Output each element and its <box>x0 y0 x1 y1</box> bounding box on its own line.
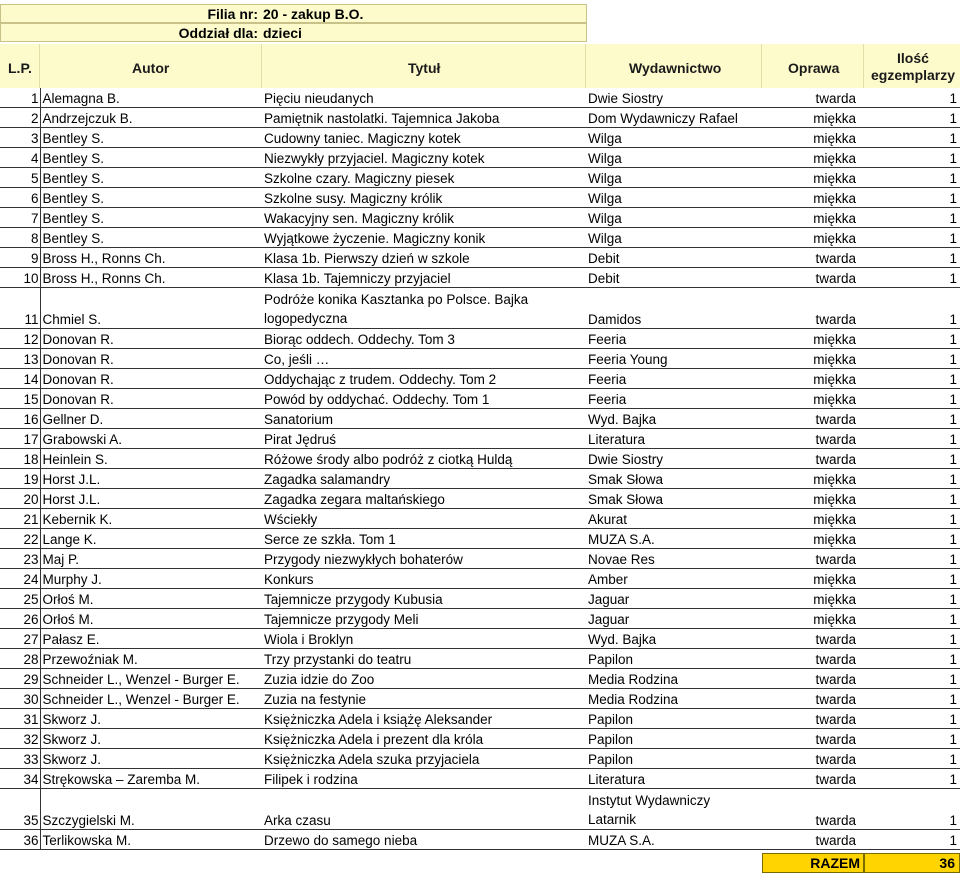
author-cell: Bentley S. <box>40 128 262 148</box>
quantity-cell: 1 <box>864 288 960 329</box>
publisher-cell: Dom Wydawniczy Rafael <box>586 108 762 128</box>
binding-cell: twarda <box>762 268 864 288</box>
row-number: 26 <box>0 609 40 629</box>
binding-cell: twarda <box>762 830 864 850</box>
publisher-cell: Smak Słowa <box>586 469 762 489</box>
table-row <box>0 228 960 248</box>
quantity-cell: 1 <box>864 449 960 469</box>
table-row <box>0 669 960 689</box>
quantity-cell: 1 <box>864 469 960 489</box>
table-row <box>0 168 960 188</box>
quantity-cell: 1 <box>864 649 960 669</box>
row-number: 24 <box>0 569 40 589</box>
title-cell: Przygody niezwykłych bohaterów <box>262 549 586 569</box>
row-number: 6 <box>0 188 40 208</box>
author-cell: Lange K. <box>40 529 262 549</box>
publisher-cell: Wilga <box>586 168 762 188</box>
author-cell: Bentley S. <box>40 228 262 248</box>
quantity-cell: 1 <box>864 509 960 529</box>
title-cell: Arka czasu <box>262 789 586 830</box>
quantity-cell: 1 <box>864 108 960 128</box>
title-cell: Zagadka zegara maltańskiego <box>262 489 586 509</box>
table-row <box>0 769 960 789</box>
row-number: 36 <box>0 830 40 850</box>
binding-cell: twarda <box>762 409 864 429</box>
publisher-cell: Feeria Young <box>586 349 762 369</box>
quantity-cell: 1 <box>864 669 960 689</box>
publisher-cell: Amber <box>586 569 762 589</box>
author-cell: Bross H., Ronns Ch. <box>40 268 262 288</box>
quantity-cell: 1 <box>864 389 960 409</box>
author-cell: Bentley S. <box>40 208 262 228</box>
binding-cell: miękka <box>762 108 864 128</box>
binding-cell: twarda <box>762 649 864 669</box>
row-number: 9 <box>0 248 40 268</box>
publisher-cell: Feeria <box>586 369 762 389</box>
row-number: 34 <box>0 769 40 789</box>
total-value: 36 <box>939 855 955 871</box>
quantity-cell: 1 <box>864 709 960 729</box>
quantity-cell: 1 <box>864 609 960 629</box>
quantity-cell: 1 <box>864 549 960 569</box>
quantity-cell: 1 <box>864 128 960 148</box>
quantity-cell: 1 <box>864 268 960 288</box>
publisher-cell: Dwie Siostry <box>586 88 762 108</box>
oddzial-header <box>0 23 587 42</box>
author-cell: Andrzejczuk B. <box>40 108 262 128</box>
table-row <box>0 649 960 669</box>
author-cell: Donovan R. <box>40 369 262 389</box>
table-row <box>0 188 960 208</box>
table-row <box>0 529 960 549</box>
author-cell: Skworz J. <box>40 749 262 769</box>
table-row <box>0 830 960 850</box>
publisher-cell: Wilga <box>586 148 762 168</box>
title-cell: Wyjątkowe życzenie. Magiczny konik <box>262 228 586 248</box>
row-number: 33 <box>0 749 40 769</box>
binding-cell: twarda <box>762 248 864 268</box>
quantity-cell: 1 <box>864 208 960 228</box>
row-number: 3 <box>0 128 40 148</box>
publisher-cell: Wilga <box>586 188 762 208</box>
author-cell: Alemagna B. <box>40 88 262 108</box>
publisher-cell: Wyd. Bajka <box>586 629 762 649</box>
publisher-cell: Jaguar <box>586 609 762 629</box>
publisher-cell: Feeria <box>586 389 762 409</box>
quantity-cell: 1 <box>864 749 960 769</box>
row-number: 20 <box>0 489 40 509</box>
binding-cell: miękka <box>762 609 864 629</box>
publisher-cell: Wilga <box>586 208 762 228</box>
title-cell: Klasa 1b. Pierwszy dzień w szkole <box>262 248 586 268</box>
row-number: 1 <box>0 88 40 108</box>
publisher-cell: Papilon <box>586 709 762 729</box>
binding-cell: miękka <box>762 148 864 168</box>
filia-header <box>0 4 587 23</box>
row-number: 5 <box>0 168 40 188</box>
table-row <box>0 629 960 649</box>
column-header-oprawa: Oprawa <box>762 44 864 88</box>
title-cell: Konkurs <box>262 569 586 589</box>
row-number: 25 <box>0 589 40 609</box>
author-cell: Schneider L., Wenzel - Burger E. <box>40 689 262 709</box>
title-cell: Cudowny taniec. Magiczny kotek <box>262 128 586 148</box>
row-number: 13 <box>0 349 40 369</box>
binding-cell: twarda <box>762 449 864 469</box>
binding-cell: twarda <box>762 549 864 569</box>
row-number: 14 <box>0 369 40 389</box>
publisher-cell: Novae Res <box>586 549 762 569</box>
title-cell: Filipek i rodzina <box>262 769 586 789</box>
author-cell: Schneider L., Wenzel - Burger E. <box>40 669 262 689</box>
title-cell: Wiola i Broklyn <box>262 629 586 649</box>
title-cell: Księżniczka Adela i prezent dla króla <box>262 729 586 749</box>
quantity-cell: 1 <box>864 88 960 108</box>
row-number: 2 <box>0 108 40 128</box>
author-cell: Bross H., Ronns Ch. <box>40 248 262 268</box>
table-row <box>0 148 960 168</box>
publisher-cell: Smak Słowa <box>586 489 762 509</box>
filia-value: 20 - zakup B.O. <box>263 6 364 22</box>
binding-cell: miękka <box>762 529 864 549</box>
binding-cell: miękka <box>762 329 864 349</box>
publisher-cell: Papilon <box>586 749 762 769</box>
quantity-cell: 1 <box>864 329 960 349</box>
author-cell: Bentley S. <box>40 168 262 188</box>
binding-cell: miękka <box>762 208 864 228</box>
quantity-cell: 1 <box>864 789 960 830</box>
binding-cell: twarda <box>762 429 864 449</box>
binding-cell: miękka <box>762 489 864 509</box>
quantity-cell: 1 <box>864 349 960 369</box>
publisher-cell: Damidos <box>586 288 762 329</box>
table-row <box>0 389 960 409</box>
publisher-cell: Jaguar <box>586 589 762 609</box>
author-cell: Donovan R. <box>40 349 262 369</box>
publisher-cell: Papilon <box>586 729 762 749</box>
row-number: 16 <box>0 409 40 429</box>
table-row <box>0 288 960 329</box>
row-number: 15 <box>0 389 40 409</box>
table-row <box>0 729 960 749</box>
publisher-cell: Wyd. Bajka <box>586 409 762 429</box>
author-cell: Chmiel S. <box>40 288 262 329</box>
publisher-cell: Debit <box>586 248 762 268</box>
title-cell: Tajemnicze przygody Meli <box>262 609 586 629</box>
quantity-cell: 1 <box>864 589 960 609</box>
quantity-cell: 1 <box>864 830 960 850</box>
author-cell: Kebernik K. <box>40 509 262 529</box>
author-cell: Strękowska – Zaremba M. <box>40 769 262 789</box>
binding-cell: miękka <box>762 389 864 409</box>
publisher-cell: MUZA S.A. <box>586 830 762 850</box>
table-row <box>0 329 960 349</box>
author-cell: Terlikowska M. <box>40 830 262 850</box>
title-cell: Sanatorium <box>262 409 586 429</box>
quantity-cell: 1 <box>864 729 960 749</box>
table-row <box>0 489 960 509</box>
row-number: 10 <box>0 268 40 288</box>
row-number: 29 <box>0 669 40 689</box>
title-cell: Podróże konika Kasztanka po Polsce. Bajka logopedyczna <box>262 288 586 329</box>
row-number: 35 <box>0 789 40 830</box>
total-label: RAZEM <box>810 855 860 871</box>
row-number: 11 <box>0 288 40 329</box>
total-value-cell <box>864 853 960 873</box>
table-row <box>0 208 960 228</box>
title-cell: Drzewo do samego nieba <box>262 830 586 850</box>
binding-cell: miękka <box>762 469 864 489</box>
quantity-cell: 1 <box>864 248 960 268</box>
binding-cell: twarda <box>762 629 864 649</box>
publisher-cell: Literatura <box>586 429 762 449</box>
publisher-cell: MUZA S.A. <box>586 529 762 549</box>
row-number: 22 <box>0 529 40 549</box>
publisher-cell: Papilon <box>586 649 762 669</box>
table-row <box>0 589 960 609</box>
row-number: 32 <box>0 729 40 749</box>
binding-cell: twarda <box>762 88 864 108</box>
author-cell: Bentley S. <box>40 188 262 208</box>
title-cell: Zagadka salamandry <box>262 469 586 489</box>
table-row <box>0 369 960 389</box>
quantity-cell: 1 <box>864 689 960 709</box>
author-cell: Gellner D. <box>40 409 262 429</box>
book-table <box>0 88 960 850</box>
oddzial-value: dzieci <box>263 25 302 41</box>
author-cell: Orłoś M. <box>40 589 262 609</box>
filia-label: Filia nr: <box>207 6 258 22</box>
title-cell: Szkolne czary. Magiczny piesek <box>262 168 586 188</box>
table-row <box>0 709 960 729</box>
binding-cell: miękka <box>762 349 864 369</box>
binding-cell: miękka <box>762 369 864 389</box>
title-cell: Różowe środy albo podróż z ciotką Huldą <box>262 449 586 469</box>
title-cell: Oddychając z trudem. Oddechy. Tom 2 <box>262 369 586 389</box>
binding-cell: twarda <box>762 669 864 689</box>
row-number: 4 <box>0 148 40 168</box>
author-cell: Bentley S. <box>40 148 262 168</box>
row-number: 19 <box>0 469 40 489</box>
binding-cell: twarda <box>762 288 864 329</box>
row-number: 30 <box>0 689 40 709</box>
row-number: 23 <box>0 549 40 569</box>
column-header-ilosc: Ilość egzemplarzy <box>864 44 960 88</box>
row-number: 28 <box>0 649 40 669</box>
binding-cell: miękka <box>762 589 864 609</box>
title-cell: Tajemnicze przygody Kubusia <box>262 589 586 609</box>
binding-cell: twarda <box>762 709 864 729</box>
quantity-cell: 1 <box>864 629 960 649</box>
table-row <box>0 268 960 288</box>
author-cell: Przewoźniak M. <box>40 649 262 669</box>
publisher-cell: Wilga <box>586 128 762 148</box>
title-cell: Serce ze szkła. Tom 1 <box>262 529 586 549</box>
binding-cell: twarda <box>762 769 864 789</box>
title-cell: Klasa 1b. Tajemniczy przyjaciel <box>262 268 586 288</box>
author-cell: Maj P. <box>40 549 262 569</box>
author-cell: Pałasz E. <box>40 629 262 649</box>
title-cell: Szkolne susy. Magiczny królik <box>262 188 586 208</box>
author-cell: Szczygielski M. <box>40 789 262 830</box>
quantity-cell: 1 <box>864 148 960 168</box>
title-cell: Wściekły <box>262 509 586 529</box>
table-row <box>0 108 960 128</box>
table-row <box>0 549 960 569</box>
title-cell: Pirat Jędruś <box>262 429 586 449</box>
table-row <box>0 689 960 709</box>
title-cell: Księżniczka Adela szuka przyjaciela <box>262 749 586 769</box>
column-header-wydawnictwo: Wydawnictwo <box>586 44 762 88</box>
author-cell: Grabowski A. <box>40 429 262 449</box>
quantity-cell: 1 <box>864 569 960 589</box>
quantity-cell: 1 <box>864 409 960 429</box>
title-cell: Zuzia idzie do Zoo <box>262 669 586 689</box>
quantity-cell: 1 <box>864 228 960 248</box>
quantity-cell: 1 <box>864 529 960 549</box>
title-cell: Powód by oddychać. Oddechy. Tom 1 <box>262 389 586 409</box>
binding-cell: miękka <box>762 168 864 188</box>
table-row <box>0 429 960 449</box>
author-cell: Skworz J. <box>40 709 262 729</box>
author-cell: Heinlein S. <box>40 449 262 469</box>
binding-cell: twarda <box>762 729 864 749</box>
book-table-body <box>0 88 960 850</box>
author-cell: Horst J.L. <box>40 469 262 489</box>
quantity-cell: 1 <box>864 369 960 389</box>
author-cell: Horst J.L. <box>40 489 262 509</box>
quantity-cell: 1 <box>864 769 960 789</box>
column-header-tytul: Tytuł <box>262 44 586 88</box>
binding-cell: twarda <box>762 789 864 830</box>
publisher-cell: Feeria <box>586 329 762 349</box>
row-number: 12 <box>0 329 40 349</box>
row-number: 18 <box>0 449 40 469</box>
table-row <box>0 569 960 589</box>
binding-cell: twarda <box>762 689 864 709</box>
publisher-cell: Media Rodzina <box>586 669 762 689</box>
table-row <box>0 248 960 268</box>
title-cell: Co, jeśli … <box>262 349 586 369</box>
row-number: 21 <box>0 509 40 529</box>
row-number: 7 <box>0 208 40 228</box>
publisher-cell: Debit <box>586 268 762 288</box>
title-cell: Wakacyjny sen. Magiczny królik <box>262 208 586 228</box>
binding-cell: miękka <box>762 228 864 248</box>
quantity-cell: 1 <box>864 429 960 449</box>
quantity-cell: 1 <box>864 188 960 208</box>
author-cell: Donovan R. <box>40 389 262 409</box>
table-row <box>0 749 960 769</box>
author-cell: Skworz J. <box>40 729 262 749</box>
column-header-autor: Autor <box>40 44 262 88</box>
author-cell: Murphy J. <box>40 569 262 589</box>
row-number: 8 <box>0 228 40 248</box>
author-cell: Donovan R. <box>40 329 262 349</box>
quantity-cell: 1 <box>864 168 960 188</box>
title-cell: Niezwykły przyjaciel. Magiczny kotek <box>262 148 586 168</box>
publisher-cell: Wilga <box>586 228 762 248</box>
table-row <box>0 349 960 369</box>
row-number: 27 <box>0 629 40 649</box>
publisher-cell: Dwie Siostry <box>586 449 762 469</box>
title-cell: Trzy przystanki do teatru <box>262 649 586 669</box>
title-cell: Pięciu nieudanych <box>262 88 586 108</box>
binding-cell: miękka <box>762 569 864 589</box>
binding-cell: miękka <box>762 188 864 208</box>
binding-cell: twarda <box>762 749 864 769</box>
total-label-cell <box>762 853 864 873</box>
table-row <box>0 128 960 148</box>
table-row <box>0 449 960 469</box>
binding-cell: miękka <box>762 509 864 529</box>
publisher-cell: Media Rodzina <box>586 689 762 709</box>
title-cell: Pamiętnik nastolatki. Tajemnica Jakoba <box>262 108 586 128</box>
quantity-cell: 1 <box>864 489 960 509</box>
oddzial-label: Oddział dla: <box>178 25 258 41</box>
publisher-cell: Literatura <box>586 769 762 789</box>
table-row <box>0 469 960 489</box>
table-row <box>0 88 960 108</box>
table-row <box>0 509 960 529</box>
table-row <box>0 789 960 830</box>
row-number: 31 <box>0 709 40 729</box>
author-cell: Orłoś M. <box>40 609 262 629</box>
table-row <box>0 609 960 629</box>
title-cell: Zuzia na festynie <box>262 689 586 709</box>
row-number: 17 <box>0 429 40 449</box>
title-cell: Biorąc oddech. Oddechy. Tom 3 <box>262 329 586 349</box>
title-cell: Księżniczka Adela i książę Aleksander <box>262 709 586 729</box>
publisher-cell: Instytut Wydawniczy Latarnik <box>586 789 762 830</box>
binding-cell: miękka <box>762 128 864 148</box>
publisher-cell: Akurat <box>586 509 762 529</box>
table-row <box>0 409 960 429</box>
column-header-lp: L.P. <box>0 44 40 88</box>
